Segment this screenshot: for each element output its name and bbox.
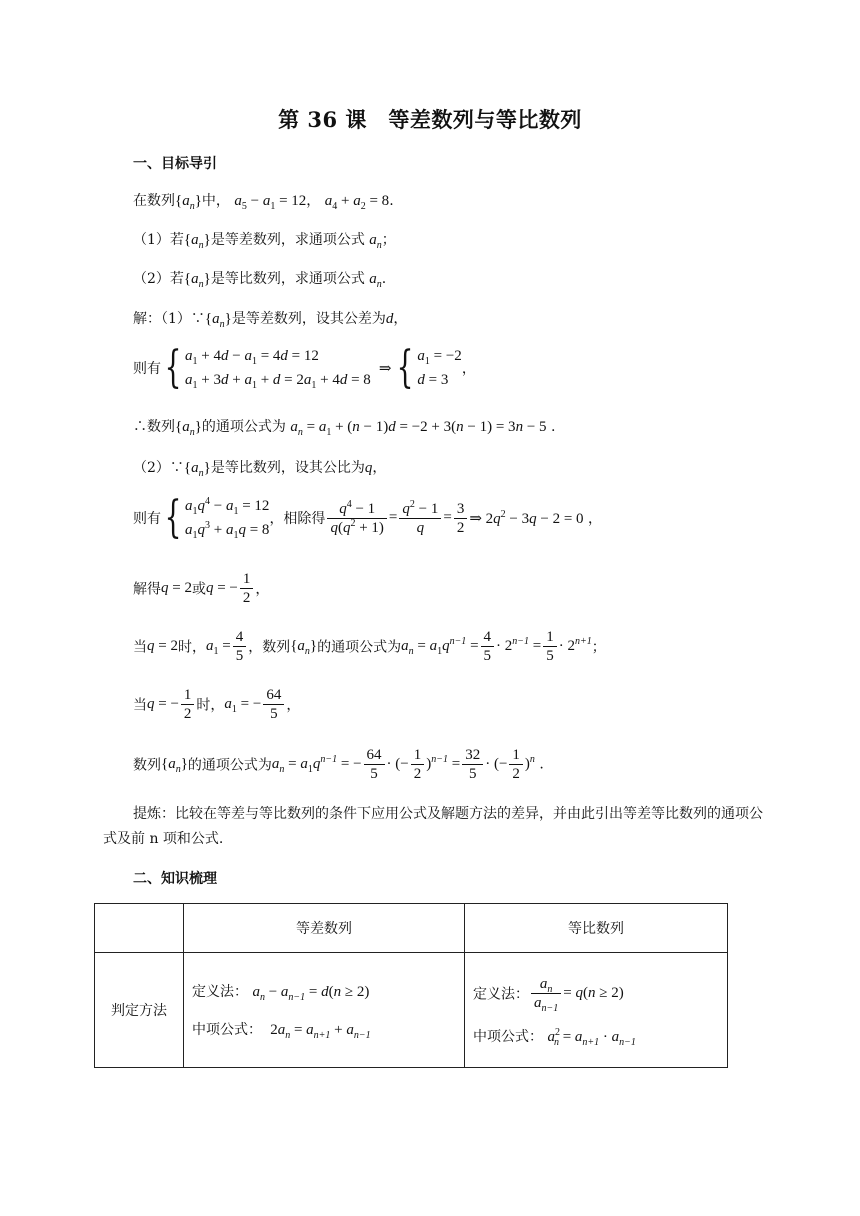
table-row [95, 953, 728, 1068]
problem-part-2: （2）若$\{a_n\}$是等比数列，求通项公式 $a_n$. [133, 271, 387, 290]
problem-statement: 在数列$\{a_n\}$中， $a_5 - a_1 = 12$， $a_4 + a_2 = 8$. [133, 193, 394, 212]
solution-2-system: 则有{ $a_1q^4 - a_1 = 12$ $a_1q^3 + a_1q = 8$ ，相除得 $\frac{q^4 - 1}{q(q^2 + 1)}$ = $\frac{q^2 - 1}{q}$ = $\frac{3}{2}$ ⇒ $2q^2 - 3q - 2 = 0$ ， [133, 492, 602, 543]
table-header-row [95, 904, 728, 953]
geometric-criteria-cell: 定义法： $\frac{a_n}{a_{n-1}}$ = q(n ≥ 2) 中项公式： $a^2_n = a_{n+1} \cdot a_{n-1}$ [465, 953, 728, 1068]
row-label: 判定方法 [95, 953, 184, 1068]
refine-note: 提炼：比较在等差与等比数列的条件下应用公式及解题方法的差异，并由此引出等差等比数列的通项公式及前 n 项和公式. [103, 806, 763, 847]
solution-1-result: ∴数列$\{a_n\}$的通项公式为 $a_n = a_1 + (n - 1)d = -2 + 3(n - 1) = 3n - 5$ . [133, 419, 556, 438]
solution-2-case-2-formula: 数列$\{a_n\}$的通项公式为$a_n = a_1q^{n-1}$ = − $\frac{64}{5}$ · (− $\frac{1}{2}$ )$^{n-1}$ = $\frac{32}{5}$ · (− $\frac{1}{2}$ )$^n$ . [133, 747, 544, 782]
page-title: 第 36 课 等差数列与等比数列 [278, 107, 582, 132]
table-header-cell: 等差数列 [184, 904, 465, 953]
problem-part-1: （1）若$\{a_n\}$是等差数列，求通项公式 $a_n$； [133, 232, 396, 251]
solution-2-roots: 解得q = 2或q = − $\frac{1}{2}$ ， [133, 571, 270, 606]
solution-2-head: $(2)\because\{a_n\}$是等比数列，设其公比为q， [133, 460, 387, 479]
table-header-cell: 等比数列 [465, 904, 728, 953]
solution-2-case-1: 当q = 2时，$a_1$ = $\frac{4}{5}$ ，数列$\{a_n\}$的通项公式为$a_n = a_1q^{n-1}$ = $\frac{4}{5}$ · $2^{n-1}$ = $\frac{1}{5}$ · $2^{n+1}$； [133, 629, 606, 664]
solution-2-case-2: 当q = − $\frac{1}{2}$ 时，$a_1$ = − $\frac{64}{5}$ ， [133, 687, 301, 722]
solution-1-head: 解：$(1)\because\{a_n\}$是等差数列，设其公差为d， [133, 311, 408, 330]
knowledge-table [94, 903, 728, 1068]
arithmetic-criteria-cell: 定义法： $a_n - a_{n-1} = d(n \ge 2)$ 中项公式： $2a_n = a_{n+1} + a_{n-1}$ [184, 953, 465, 1068]
section-heading-goals: 一、目标导引 [133, 156, 217, 172]
table-header-cell [95, 904, 184, 953]
section-heading-knowledge: 二、知识梳理 [133, 871, 217, 887]
solution-1-system: 则有{ $a_1 + 4d - a_1 = 4d = 12$ $a_1 + 3d + a_1 + d = 2a_1 + 4d = 8$ ⇒ { $a_1 = -2$ d = 3 ， [133, 342, 476, 393]
